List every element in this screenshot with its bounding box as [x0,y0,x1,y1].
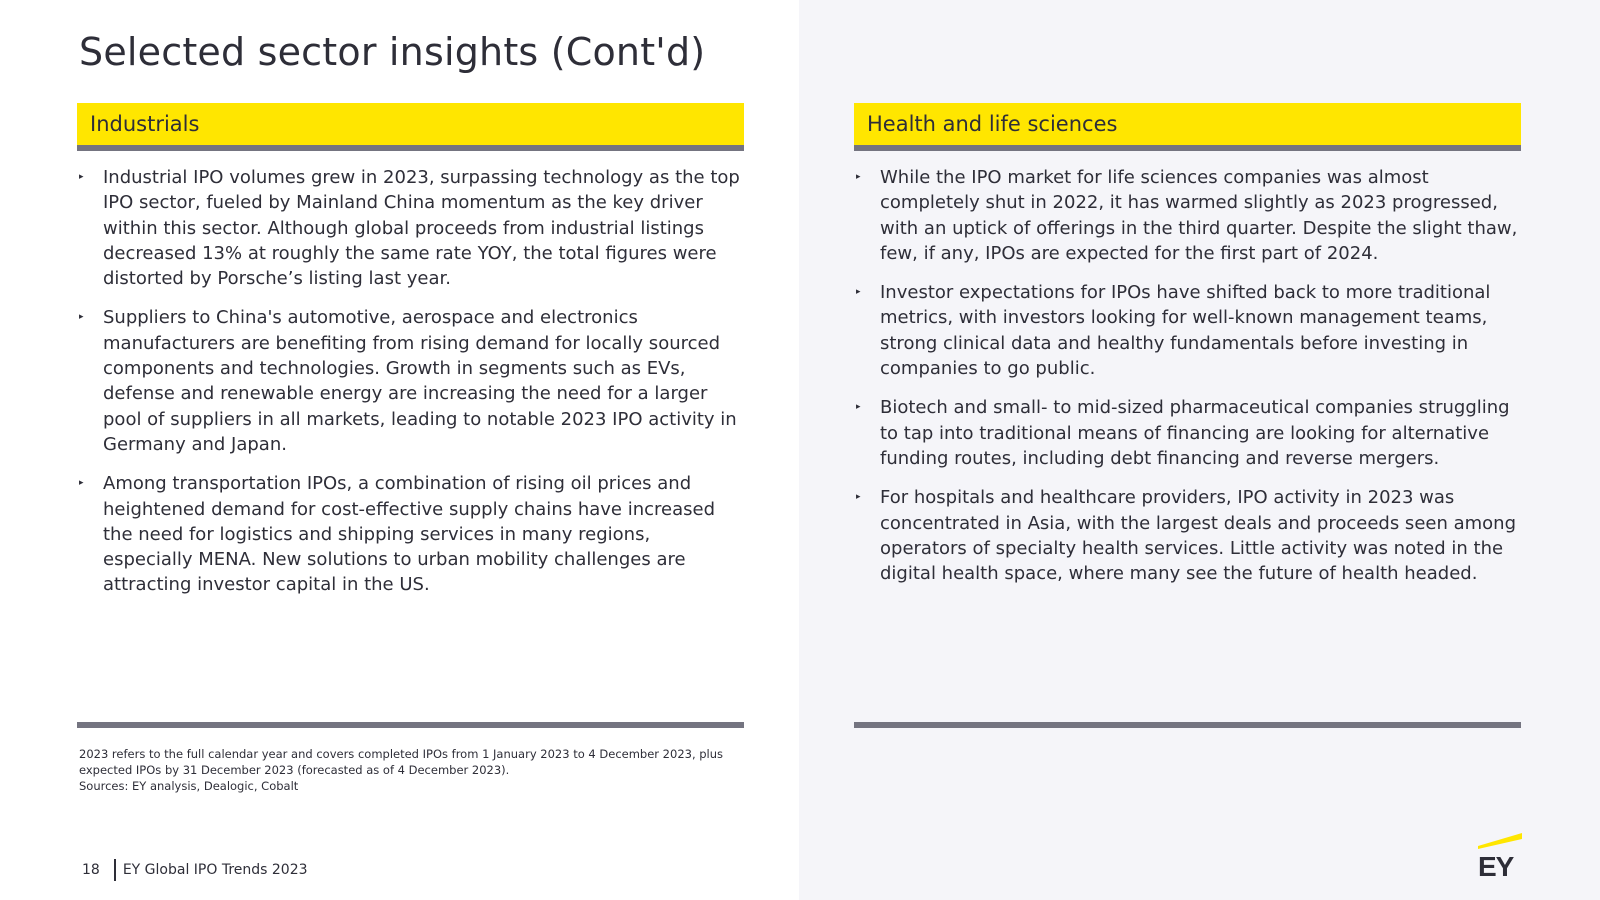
page-number: 18 [82,862,100,878]
bullet-marker-icon: ▸ [79,172,84,182]
industrials-bullet-list [77,165,744,598]
bullet-text: Suppliers to China's automotive, aerospace and electronics manufacturers are benefiting from rising demand for locally sourced components and technologies. Growth in segments such as EVs, defense and renewable energy are increasing the need for a larger pool of suppliers in all markets, leading to notable 2023 IPO activity in Germany and Japan. [103,307,737,455]
ey-logo-text: EY [1478,851,1514,878]
bullet-text: While the IPO market for life sciences companies was almost completely shut in 2022, it has warmed slightly as 2023 progressed, with an uptick of offerings in the third quarter. Despite the slight thaw, few, if any, IPOs are expected for the first part of 2024. [880,167,1518,264]
list-item [854,165,1521,266]
list-item [77,165,744,291]
left-bottom-divider [77,722,744,728]
ey-logo-icon [1478,832,1522,878]
page-footer [82,859,308,881]
bullet-text: Investor expectations for IPOs have shifted back to more traditional metrics, with investors looking for well-known management teams, strong clinical data and healthy fundamentals before investing in companies to go public. [880,282,1491,380]
list-item [854,485,1521,586]
health-life-sciences-heading: Health and life sciences [854,103,1521,151]
footer-separator [114,859,116,881]
bullet-text: For hospitals and healthcare providers, IPO activity in 2023 was concentrated in Asia, with the largest deals and proceeds seen among operators of specialty health services. Little activity was noted in the digital health space, where many see the future of health headed. [880,487,1517,585]
footnote-sources: Sources: EY analysis, Dealogic, Cobalt [79,779,299,793]
bullet-marker-icon: ▸ [856,492,861,503]
list-item [77,471,744,597]
health-life-sciences-panel [854,103,1521,600]
industrials-heading: Industrials [77,103,744,151]
industrials-panel [77,103,744,612]
list-item [854,280,1521,381]
list-item [854,395,1521,471]
bullet-text: Biotech and small- to mid-sized pharmaceutical companies struggling to tap into traditional means of financing are looking for alternative funding routes, including debt financing and reverse mergers. [880,397,1510,469]
bullet-marker-icon: ▸ [856,402,861,413]
publication-title: EY Global IPO Trends 2023 [122,862,308,878]
bullet-marker-icon: ▸ [79,478,84,489]
bullet-marker-icon: ▸ [856,172,861,182]
bullet-marker-icon: ▸ [79,312,84,323]
health-bullet-list [854,165,1521,586]
bullet-text: Industrial IPO volumes grew in 2023, surpassing technology as the top IPO sector, fueled by Mainland China momentum as the key driver within this sector. Although global proceeds from industrial listings decreased 13% at roughly the same rate YOY, the total figures were distorted by Porsche’s listing last year. [103,167,740,290]
list-item [77,305,744,457]
footnote-definition: 2023 refers to the full calendar year and covers completed IPOs from 1 January 2023 to 4 December 2023, plus expected IPOs by 31 December 2023 (forecasted as of 4 December 2023). [79,747,724,777]
bullet-text: Among transportation IPOs, a combination of rising oil prices and heightened demand for cost-effective supply chains have increased the need for logistics and shipping services in many regions, especially MENA. New solutions to urban mobility challenges are attracting investor capital in the US. [103,473,715,596]
page-title: Selected sector insights (Cont'd) [79,30,706,74]
footnote [79,746,749,794]
right-bottom-divider [854,722,1521,728]
ey-logo-beam [1478,833,1522,849]
bullet-marker-icon: ▸ [856,287,861,298]
